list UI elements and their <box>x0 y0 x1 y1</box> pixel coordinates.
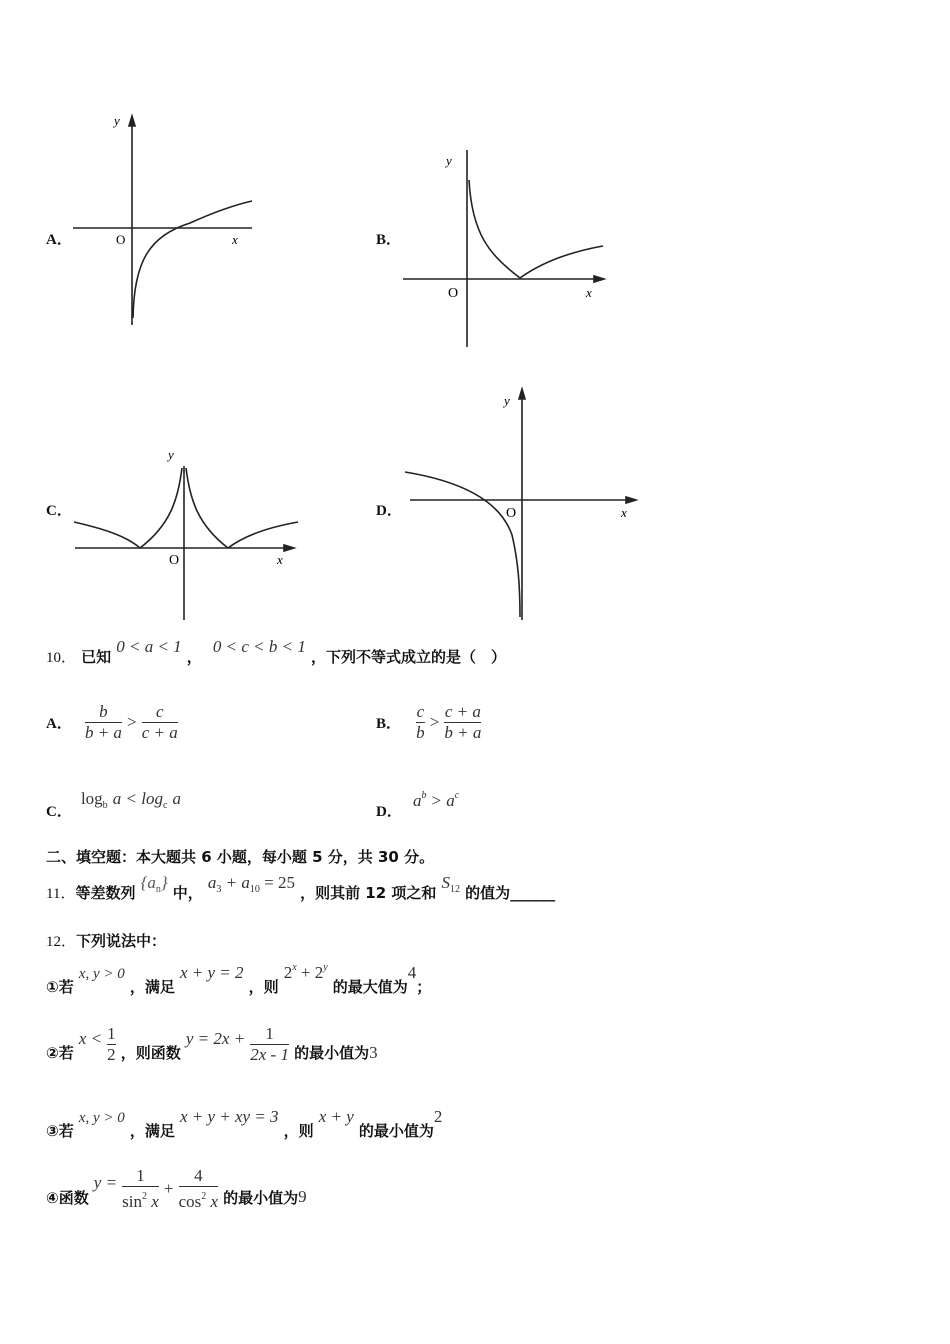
q12-s1-end: ； <box>416 978 432 996</box>
q11-stem <box>46 872 556 902</box>
q12-s1-val: 4 <box>407 963 417 982</box>
graph-d-y-arrow <box>519 389 525 399</box>
q10-c-log: log <box>80 789 103 808</box>
q10-d-op: > <box>431 791 442 810</box>
q12-s4-mark: ④函数 <box>46 1188 89 1207</box>
q10-a-frac1: $\frac{b}{b + a}$ <box>84 702 122 742</box>
graph-b-x-label: x <box>586 285 592 300</box>
graph-b-x-arrow <box>594 276 604 282</box>
graph-d <box>400 385 645 625</box>
graph-c-y-label: y <box>168 447 174 462</box>
q10-d-exp2: c <box>454 790 460 801</box>
graph-b-curve-left <box>469 180 520 278</box>
q10-option-a-label: A． <box>46 716 72 732</box>
q12-s2-t1: ，则函数 <box>120 1044 181 1062</box>
q12-s2-mark: ②若 <box>46 1044 74 1062</box>
q12-s4-y: y = <box>93 1173 118 1192</box>
q11-sum: $S_{12}$ <box>441 873 460 895</box>
graph-a-y-arrow <box>129 116 135 126</box>
q11-text3: ，则其前 12 项之和 <box>300 884 437 902</box>
q12-s1-t2: ，则 <box>248 978 279 996</box>
q12-s1-t3: 的最大值为 <box>332 978 408 996</box>
graph-c-x-arrow <box>284 545 294 551</box>
q10-d-exp1: b <box>421 790 427 801</box>
q10-a-frac2: $\frac{c}{c + a}$ <box>141 702 178 742</box>
q11-number: 11． <box>46 886 76 902</box>
q10-comma: ， <box>186 648 202 666</box>
graph-d-origin: O <box>506 506 517 521</box>
q12-s4-val: 9 <box>298 1187 307 1206</box>
q10-option-c[interactable] <box>46 788 182 820</box>
q10-option-d-label: D． <box>376 804 402 820</box>
q11-equation: $a_3 + a_{10} = 25$ <box>207 873 295 895</box>
option-d-label: D． <box>376 503 402 519</box>
q10-b-frac2: $\frac{c + a}{b + a}$ <box>444 702 482 742</box>
q10-c-sub1: b <box>102 800 108 811</box>
q12-statement-3 <box>46 1106 443 1140</box>
graph-b-origin: O <box>448 286 459 301</box>
q12-s3-t1: ，满足 <box>129 1122 175 1140</box>
q10-option-b-label: B． <box>376 716 402 732</box>
q12-s3-mark: ③若 <box>46 1122 74 1140</box>
graph-c <box>70 440 302 625</box>
q10-suffix: ，下列不等式成立的是（ ） <box>310 648 506 666</box>
q12-s3-val: 2 <box>433 1107 443 1126</box>
graph-c-origin: O <box>169 553 180 568</box>
q12-statement-2 <box>46 1024 378 1065</box>
graph-a-y-label: y <box>114 113 120 128</box>
graph-d-curve <box>405 472 520 617</box>
q11-text2: 中， <box>172 884 203 902</box>
q12-s1-mark: ①若 <box>46 978 74 996</box>
graph-c-curve-far-left <box>74 522 140 548</box>
q10-b-frac1: $\frac{c}{b}$ <box>416 702 425 742</box>
section-2-heading: 二、填空题：本大题共 6 小题，每小题 5 分，共 30 分。 <box>46 848 435 866</box>
graph-c-curve-left <box>140 468 182 548</box>
q12-s4-frac2: $\frac{4}{\cos^2 x}$ <box>178 1166 219 1211</box>
q12-s2-lhs: x < <box>78 1028 103 1048</box>
option-a-label: A． <box>46 232 72 248</box>
q10-b-op: > <box>429 712 440 732</box>
q11-text4: 的值为______ <box>465 884 556 902</box>
graph-d-y-label: y <box>504 393 510 408</box>
graph-a <box>70 110 260 330</box>
q10-prefix: 已知 <box>81 648 112 666</box>
q10-c-end: a <box>172 789 182 808</box>
q10-option-d[interactable] <box>376 790 460 820</box>
graph-c-x-label: x <box>277 552 283 567</box>
q12-s2-half: $\frac{1}{2}$ <box>107 1024 116 1064</box>
graph-c-curve-right <box>186 468 228 548</box>
q11-text1: 等差数列 <box>75 884 136 902</box>
graph-b-curve-right <box>520 246 603 278</box>
q12-s3-eq: x + y + xy = 3 <box>179 1107 279 1126</box>
q11-seq: $\{a_n\}$ <box>140 873 168 895</box>
q12-s1-expr: $2^x + 2^y$ <box>283 962 328 982</box>
graph-a-origin: O <box>116 232 126 247</box>
q10-cond2: 0 < c < b < 1 <box>212 637 306 656</box>
option-c-label: C． <box>46 503 72 519</box>
q12-s2-val: 3 <box>369 1042 378 1062</box>
q12-s1-cond: x, y > 0 <box>78 966 125 982</box>
q12-s3-t2: ，则 <box>283 1122 314 1140</box>
q10-a-op: > <box>127 712 137 732</box>
q12-statement-4 <box>46 1166 307 1212</box>
q10-option-b[interactable] <box>376 702 481 743</box>
q10-d-base2: a <box>446 791 455 810</box>
q10-number: 10． <box>46 650 77 666</box>
q12-number: 12． <box>46 934 77 950</box>
q12-s1-eq: x + y = 2 <box>179 963 244 982</box>
graph-d-x-label: x <box>621 505 627 520</box>
q10-c-mid: a < log <box>112 789 163 808</box>
q12-s1-t1: ，满足 <box>129 978 175 996</box>
graph-c-curve-far-right <box>228 522 298 548</box>
q12-s2-fn: y = 2x + <box>185 1028 246 1048</box>
q12-s3-expr: x + y <box>318 1107 354 1126</box>
q10-stem <box>46 637 506 667</box>
q10-option-a[interactable] <box>46 702 178 743</box>
q12-statement-1 <box>46 962 432 996</box>
q12-s2-frac: $\frac{1}{2x - 1}$ <box>250 1024 289 1064</box>
q10-cond1: 0 < a < 1 <box>116 637 182 656</box>
graph-d-x-arrow <box>626 497 636 503</box>
q12-stem <box>46 930 166 951</box>
graph-a-curve <box>133 201 252 318</box>
q12-s3-cond: x, y > 0 <box>78 1110 125 1126</box>
graph-b <box>400 145 610 350</box>
graph-a-x-label: x <box>232 232 238 247</box>
q12-s4-t: 的最小值为 <box>223 1188 299 1207</box>
q10-d-base1: a <box>412 791 422 810</box>
q12-s2-t2: 的最小值为 <box>294 1044 370 1062</box>
q12-s4-plus: + <box>163 1179 174 1198</box>
graph-b-y-label: y <box>446 153 452 168</box>
q12-s4-frac1: $\frac{1}{\sin^2 x}$ <box>122 1166 159 1211</box>
option-b-label: B． <box>376 232 402 248</box>
q12-s3-t3: 的最小值为 <box>358 1122 434 1140</box>
q10-option-c-label: C． <box>46 804 72 820</box>
q10-c-sub2: c <box>162 800 168 811</box>
q12-stem-text: 下列说法中： <box>76 932 167 950</box>
